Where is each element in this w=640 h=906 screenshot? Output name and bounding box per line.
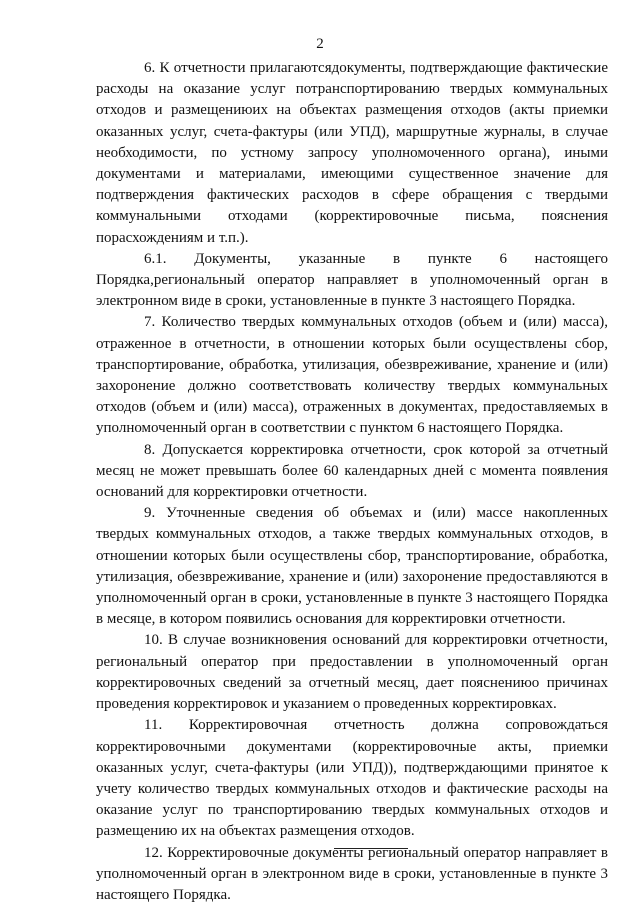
document-body	[96, 58, 608, 906]
page-number: 2	[316, 36, 324, 52]
paragraph-11: 11. Корректировочная отчетность должна сопровождаться корректировочными документами (корректировочные акты, приемки оказанных услуг, счета-фактуры (или УПД)), подтверждающими принятое к учету количество твердых коммунальных отходов и фактические расходы на оказание услуг по транспортированию твердых коммунальных отходов и размещению их на объектах размещения отходов.	[96, 717, 608, 840]
paragraph-9: 9. Уточненные сведения об объемах и (или) массе накопленных твердых коммунальных отходов, а также твердых коммунальных отходов, в отношении которых были осуществлены сбор, транспортирование, обработка, утилизация, обезвреживание, хранение и (или) захоронение предоставляются в уполномоченный орган в сроки, установленные в пункте 3 настоящего Порядка в месяце, в котором появились основания для корректировки отчетности.	[96, 505, 608, 628]
paragraph-6: 6. К отчетности прилагаютсядокументы, подтверждающие фактические расходы на оказание услуг потранспортированию твердых коммунальных отходов и размещениюих на объектах размещения отходов (акты приемки оказанных услуг, счета-фактуры (или УПД), маршрутные журналы, в случае необходимости, по устному запросу уполномоченного органа), иными документами и материалами, имеющими существенное значение для подтверждения фактических расходов в сфере обращения с твердыми коммунальными отходами (корректировочные письма, пояснения порасхождениям и т.п.).	[96, 60, 608, 246]
paragraph-12: 12. Корректировочные документы региональный оператор направляет в уполномоченный орган в электронном виде в сроки, установленные в пункте 3 настоящего Порядка.	[96, 844, 608, 903]
end-of-document-rule	[334, 848, 408, 849]
paragraph-8: 8. Допускается корректировка отчетности, срок которой за отчетный месяц не может превышать более 60 календарных дней с момента появления оснований для корректировки отчетности.	[96, 441, 608, 501]
paragraph-7: 7. Количество твердых коммунальных отходов (объем и (или) масса), отраженное в отчетности, в отношении которых были осуществлены сбор, транспортирование, обработка, утилизация, обезвреживание, хранение и (или) захоронение должно соответствовать количеству твердых коммунальных отходов (объем и (или) масса), отраженных в документах, предоставляемых в уполномоченный орган в соответствии с пунктом 6 настоящего Порядка.	[96, 314, 608, 437]
paragraph-10: 10. В случае возникновения оснований для корректировки отчетности, региональный оператор при предоставлении в уполномоченный орган корректировочных сведений за отчетный месяц, дает пояснениюо причинах проведения корректировок и указанием о проведенных корректировках.	[96, 632, 608, 713]
paragraph-6-1: 6.1. Документы, указанные в пункте 6 настоящего Порядка,региональный оператор направляет в уполномоченный орган в электронном виде в сроки, установленные в пункте 3 настоящего Порядка.	[96, 250, 608, 310]
